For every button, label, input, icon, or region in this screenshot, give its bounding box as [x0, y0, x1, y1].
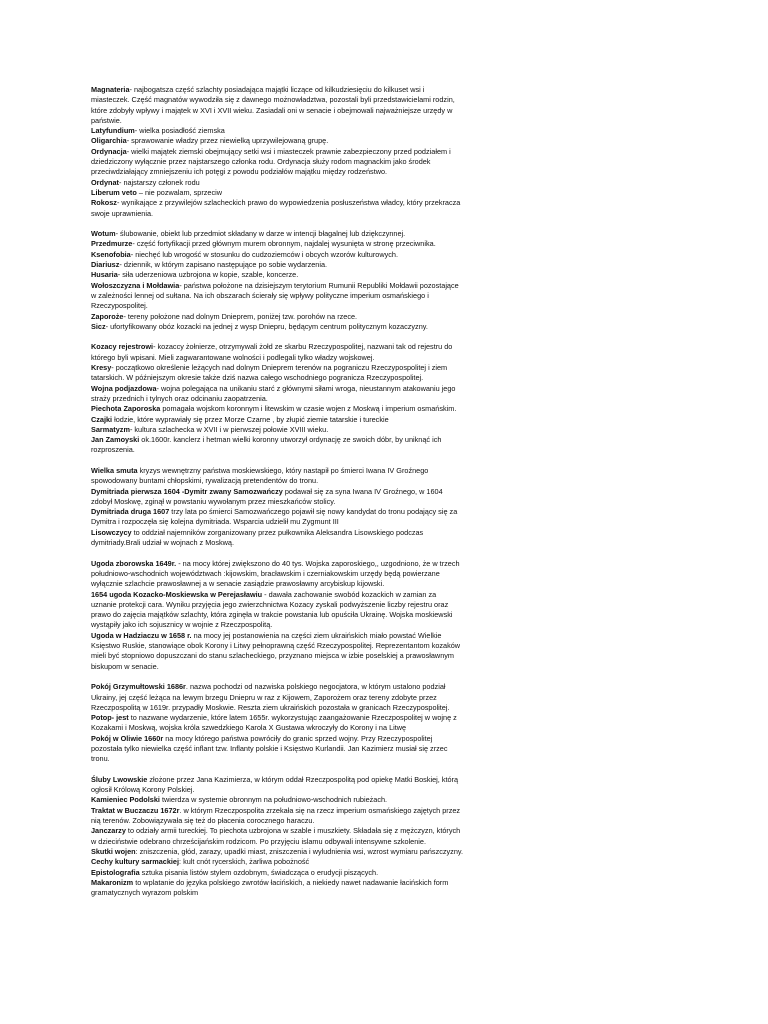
- entry-definition: - część fortyfikacji przed głównym murem obronnym, najdalej wysunięta w stronę przeciwnika.: [132, 239, 436, 249]
- glossary-entry: [91, 188, 463, 198]
- glossary-entry: [91, 342, 463, 363]
- entry-definition: - na mocy której zwiększono do 40 tys. Wojska zaporoskiego,, uzgodniono, że w trzech południowo-wschodnich województwach :kijowskim, bracławskim i czerniakowskim urzędy będą powierzane wyłącznie szlachcie prawosławnej a w senacie zasiądzie prawosławny arcybiskup kijowski.: [91, 558, 460, 589]
- entry-term: Czajki: [91, 414, 113, 424]
- entry-term: Przedmurze: [91, 239, 133, 249]
- entry-definition: - kozaccy żołnierze, otrzymywali żołd ze skarbu Rzeczypospolitej, nazwani tak od rejestru do którego byli wpisani. Mieli zagwarantowane wolności i podlegali tylko władzy wojskowej.: [91, 342, 453, 362]
- entry-definition: to wplatanie do języka polskiego zwrotów łacińskich, a niekiedy nawet nadawanie łacińskich form gramatycznych wyrazom polskim: [91, 877, 449, 898]
- glossary-entry: [91, 507, 463, 528]
- glossary-section: [91, 559, 463, 672]
- glossary-entry: [91, 435, 463, 456]
- entry-term: Janczarzy: [91, 826, 126, 836]
- glossary-entry: [91, 363, 463, 384]
- glossary-section: [91, 775, 463, 899]
- glossary-entry: [91, 878, 463, 899]
- entry-term: Husaria: [91, 270, 118, 280]
- entry-definition: : kult cnót rycerskich, żarliwa pobożność: [179, 857, 310, 867]
- entry-term: Potop- jest: [91, 713, 129, 723]
- entry-term: Śluby Lwowskie: [91, 774, 148, 784]
- entry-definition: - początkowo określenie leżących nad dolnym Dnieprem terenów na pograniczu Rzeczypospolitej i ziem tatarskich. W późniejszym okresie także dziś nazwa całego wschodniego pogranicza Rzeczypospolitej.: [91, 363, 448, 383]
- entry-definition: ok.1600r. kanclerz i hetman wielki koronny utworzył ordynację ze swoich dóbr, by uniknąć ich rozproszenia.: [91, 435, 442, 455]
- glossary-entry: [91, 590, 463, 631]
- entry-definition: - dawała zachowanie swobód kozackich w zamian za uznanie protekcji cara. Wyniku przyjęcia jego zwierzchnictwa Kozacy zyskali podwyższenie liczby rejestru oraz prawo do zajęcia majątków szlachty, która zginęła w trakcie powstania lub opuściła Ukrainę. Wojska moskiewski wystąpiły jako ich sojusznicy w wojnie z Rzeczpospolitą.: [91, 589, 453, 630]
- glossary-entry: [91, 85, 463, 126]
- entry-term: Ugoda w Hadziaczu w 1658 r.: [91, 630, 192, 640]
- entry-term: Ksenofobia: [91, 249, 131, 259]
- entry-term: Zaporoże: [91, 311, 124, 321]
- entry-term: Magnateria: [91, 85, 130, 94]
- glossary-entry: [91, 270, 463, 280]
- entry-term: Epistolografia: [91, 867, 140, 877]
- glossary-entry: [91, 312, 463, 322]
- entry-term: Wołoszczyzna i Mołdawia: [91, 280, 180, 290]
- entry-term: Diariusz: [91, 260, 120, 270]
- entry-term: Pokój Grzymułtowski 1686r: [91, 682, 186, 692]
- glossary-entry: [91, 404, 463, 414]
- glossary-entry: [91, 528, 463, 549]
- glossary-entry: [91, 826, 463, 847]
- entry-term: Oligarchia: [91, 136, 127, 146]
- entry-term: Kozacy rejestrowi: [91, 342, 154, 352]
- entry-definition: - najbogatsza część szlachty posiadająca majątki liczące od kilkudziesięciu do kilkuset wsi i miasteczek. Część magnatów wywodziła się z dawnego możnowładztwa, pozostali byli przedstawicielami rodzin, które zdobyły wpływy i majątek w XVI i XVII wieku. Zasiadali oni w senacie i obejmowali najważniejsze urzędy w państwie.: [91, 85, 455, 125]
- glossary-entry: [91, 466, 463, 487]
- entry-definition: - dziennik, w którym zapisano następujące po sobie wydarzenia.: [119, 260, 328, 270]
- entry-definition: trzy lata po śmierci Samozwańczego pojawił się nowy kandydat do tronu podający się za Dymitra i rozpoczęła się kolejna dymitriada. Wsparcia udzielił mu Zygmunt III: [91, 507, 458, 527]
- glossary-entry: [91, 857, 463, 867]
- entry-term: Ugoda zborowska 1649r.: [91, 558, 177, 568]
- entry-term: Piechota Zaporoska: [91, 404, 161, 414]
- entry-definition: to nazwane wydarzenie, które latem 1655r. wykorzystując zaangażowanie Rzeczpospolitej w wojnę z Kozakami i Moskwą, wojska króla szwedzkiego Karola X Gustawa wkroczyły do Korony i na Litwę: [91, 713, 457, 733]
- glossary-content: [91, 85, 463, 909]
- entry-term: Rokosz: [91, 198, 117, 208]
- entry-definition: - państwa położone na dzisiejszym terytorium Rumunii Republiki Mołdawii pozostające w zależności lennej od sułtana. Na ich obszarach ścierały się wpływy polityczne imperium osmańskiego i Rzeczypospolitej.: [91, 280, 459, 311]
- entry-term: Cechy kultury sarmackiej: [91, 857, 180, 867]
- entry-definition: - siła uderzeniowa uzbrojona w kopie, szable, koncerze.: [117, 270, 299, 280]
- entry-definition: na mocy jej postanowienia na części ziem ukraińskich miało powstać Wielkie Księstwo Ruskie, stanowiące obok Korony i Litwy pełnoprawną część Rzeczypospolitej. Reprezentantom kozaków mieli być stopniowo dopuszczani do stanu szlacheckiego, przyznano miejsca w izbie poselskiej a prawosławnym biskupom w senacie.: [91, 630, 461, 671]
- entry-definition: - wojna polegająca na unikaniu starć z głównymi siłami wroga, nieustannym atakowaniu jego straży przednich i tylnych oraz odcinaniu zaopatrzenia.: [91, 383, 456, 403]
- entry-term: Traktat w Buczaczu 1672r: [91, 805, 180, 815]
- glossary-entry: [91, 147, 463, 178]
- entry-term: Sicz: [91, 321, 106, 331]
- glossary-entry: [91, 713, 463, 734]
- entry-term: Sarmatyzm: [91, 424, 130, 434]
- entry-term: Ordynat: [91, 177, 119, 187]
- glossary-entry: [91, 734, 463, 765]
- entry-definition: sztuka pisania listów stylem ozdobnym, świadcząca o erudycji piszących.: [139, 867, 379, 877]
- entry-term: 1654 ugoda Kozacko-Moskiewska w Perejasławiu: [91, 589, 263, 599]
- entry-definition: kryzys wewnętrzny państwa moskiewskiego, który nastąpił po śmierci Iwana IV Groźnego spowodowany buntami chłopskimi, rywalizacją pretendentów do tronu.: [91, 465, 429, 486]
- glossary-entry: [91, 795, 463, 805]
- entry-definition: to oddział najemników zorganizowany przez pułkownika Aleksandra Lisowskiego podczas dymitriady.Brali udział w wojnach z Moskwą.: [91, 527, 424, 548]
- entry-definition: – nie pozwalam, sprzeciw: [136, 187, 222, 197]
- entry-term: Ordynacja: [91, 146, 127, 156]
- entry-definition: twierdza w systemie obronnym na południowo-wschodnich rubieżach.: [159, 795, 388, 805]
- glossary-entry: [91, 487, 463, 508]
- entry-term: Dymitriada druga 1607: [91, 507, 170, 517]
- entry-definition: na mocy którego państwa powróciły do granic sprzed wojny. Przy Rzeczypospolitej pozostała tylko niewielka część inflant tzw. Inflanty polskie i Księstwo Kurlandii. Jan Kazimierz musiał się zrzec tronu.: [91, 733, 448, 764]
- glossary-entry: [91, 322, 463, 332]
- entry-term: Wojna podjazdowa: [91, 383, 157, 393]
- glossary-entry: [91, 806, 463, 827]
- glossary-entry: [91, 559, 463, 590]
- glossary-section: [91, 229, 463, 332]
- glossary-entry: [91, 281, 463, 312]
- entry-term: Latyfundium: [91, 126, 135, 136]
- entry-definition: złożone przez Jana Kazimierza, w którym oddał Rzeczpospolitą pod opiekę Matki Boskiej, którą ogłosił Królową Korony Polskiej.: [91, 774, 459, 795]
- entry-term: Wotum: [91, 229, 116, 239]
- glossary-entry: [91, 775, 463, 796]
- glossary-entry: [91, 260, 463, 270]
- glossary-entry: [91, 868, 463, 878]
- entry-definition: . nazwa pochodzi od nazwiska polskiego negocjatora, w którym ustalono podział Ukrainy, jej część leżąca na lewym brzegu Dniepru w raz z Kijowem, Zaporożem oraz tereny zdobyte przez Rzeczpospolitą w 1619r. przypadły Moskwie. Reszta ziem ukraińskich pozostała w granicach Rzeczypospolitej.: [91, 682, 450, 712]
- glossary-entry: [91, 631, 463, 672]
- glossary-entry: [91, 229, 463, 239]
- entry-term: Jan Zamoyski: [91, 435, 140, 445]
- entry-definition: podawał się za syna Iwana IV Groźnego, w 1604 zdobył Moskwę, zginął w powstaniu wywołanym przez mieszkańców stolicy.: [91, 486, 443, 506]
- entry-term: Kamieniec Podolski: [91, 795, 160, 805]
- entry-definition: . w którym Rzeczpospolita zrzekała się na rzecz imperium osmańskiego zajętych przez nią terenów. Zobowiązywała się też do płacenia corocznego haraczu.: [91, 805, 461, 826]
- glossary-section: [91, 85, 463, 219]
- entry-definition: - ślubowanie, obiekt lub przedmiot składany w darze w intencji błagalnej lub dziękczynnej.: [115, 229, 406, 239]
- glossary-entry: [91, 136, 463, 146]
- entry-term: Pokój w Oliwie 1660r: [91, 733, 164, 743]
- glossary-entry: [91, 847, 463, 857]
- glossary-entry: [91, 384, 463, 405]
- entry-definition: - niechęć lub wrogość w stosunku do cudzoziemców i obcych wzorów kulturowych.: [130, 249, 398, 259]
- entry-term: Skutki wojen: [91, 846, 136, 856]
- entry-definition: : zniszczenia, głód, zarazy, upadki miast, zniszczenia i wyludnienia wsi, wzrost wymiaru pańszczyzny.: [135, 846, 464, 856]
- glossary-entry: [91, 178, 463, 188]
- entry-definition: - tereny położone nad dolnym Dnieprem, poniżej tzw. porohów na rzece.: [123, 311, 358, 321]
- entry-term: Liberum veto: [91, 187, 137, 197]
- entry-definition: - kultura szlachecka w XVII i w pierwszej połowie XVIII wieku.: [129, 424, 329, 434]
- glossary-entry: [91, 198, 463, 219]
- entry-term: Makaronizm: [91, 877, 134, 887]
- glossary-entry: [91, 415, 463, 425]
- entry-term: Dymitriada pierwsza 1604 -Dymitr zwany Samozwańczy: [91, 486, 283, 496]
- entry-definition: - najstarszy członek rodu: [118, 177, 200, 187]
- glossary-section: [91, 682, 463, 764]
- entry-definition: to odziały armii tureckiej. To piechota uzbrojona w szable i muszkiety. Składała się z mężczyzn, których w dzieciństwie odebrano chrześcijańskim rodzicom. Po przyjęciu islamu odbywali intensywne szkolenie.: [91, 826, 461, 846]
- entry-term: Wielka smuta: [91, 465, 138, 475]
- entry-term: Kresy: [91, 363, 112, 373]
- glossary-section: [91, 342, 463, 455]
- entry-term: Lisowczycy: [91, 527, 132, 537]
- glossary-entry: [91, 239, 463, 249]
- entry-definition: - wielka posiadłość ziemska: [134, 126, 225, 136]
- entry-definition: - wielki majątek ziemski obejmujący setki wsi i miasteczek prawnie zabezpieczony przed podziałem i dziedziczony wyłącznie przez najstarszego członka rodu. Ordynacja służy rodom magnackim jako środek przeciwdziałający zmniejszeniu ich potęgi z powodu podziałów majątku między rodzeństwo.: [91, 146, 451, 177]
- entry-definition: pomagała wojskom koronnym i litewskim w czasie wojen z Moskwą i imperium osmańskim.: [160, 404, 457, 414]
- glossary-entry: [91, 126, 463, 136]
- glossary-entry: [91, 425, 463, 435]
- entry-definition: - sprawowanie władzy przez niewielką uprzywilejowaną grupę.: [126, 136, 329, 146]
- entry-definition: - ufortyfikowany obóz kozacki na jednej z wysp Dniepru, będącym centrum politycznym kozaczyzny.: [105, 321, 428, 331]
- glossary-section: [91, 466, 463, 548]
- entry-definition: - wynikające z przywilejów szlacheckich prawo do wypowiedzenia posłuszeństwa władcy, który przekracza swoje uprawnienia.: [91, 198, 461, 218]
- glossary-entry: [91, 250, 463, 260]
- glossary-entry: [91, 682, 463, 713]
- entry-definition: łodzie, które wyprawiały się przez Morze Czarne , by złupić ziemie tatarskie i tureckie: [112, 414, 389, 424]
